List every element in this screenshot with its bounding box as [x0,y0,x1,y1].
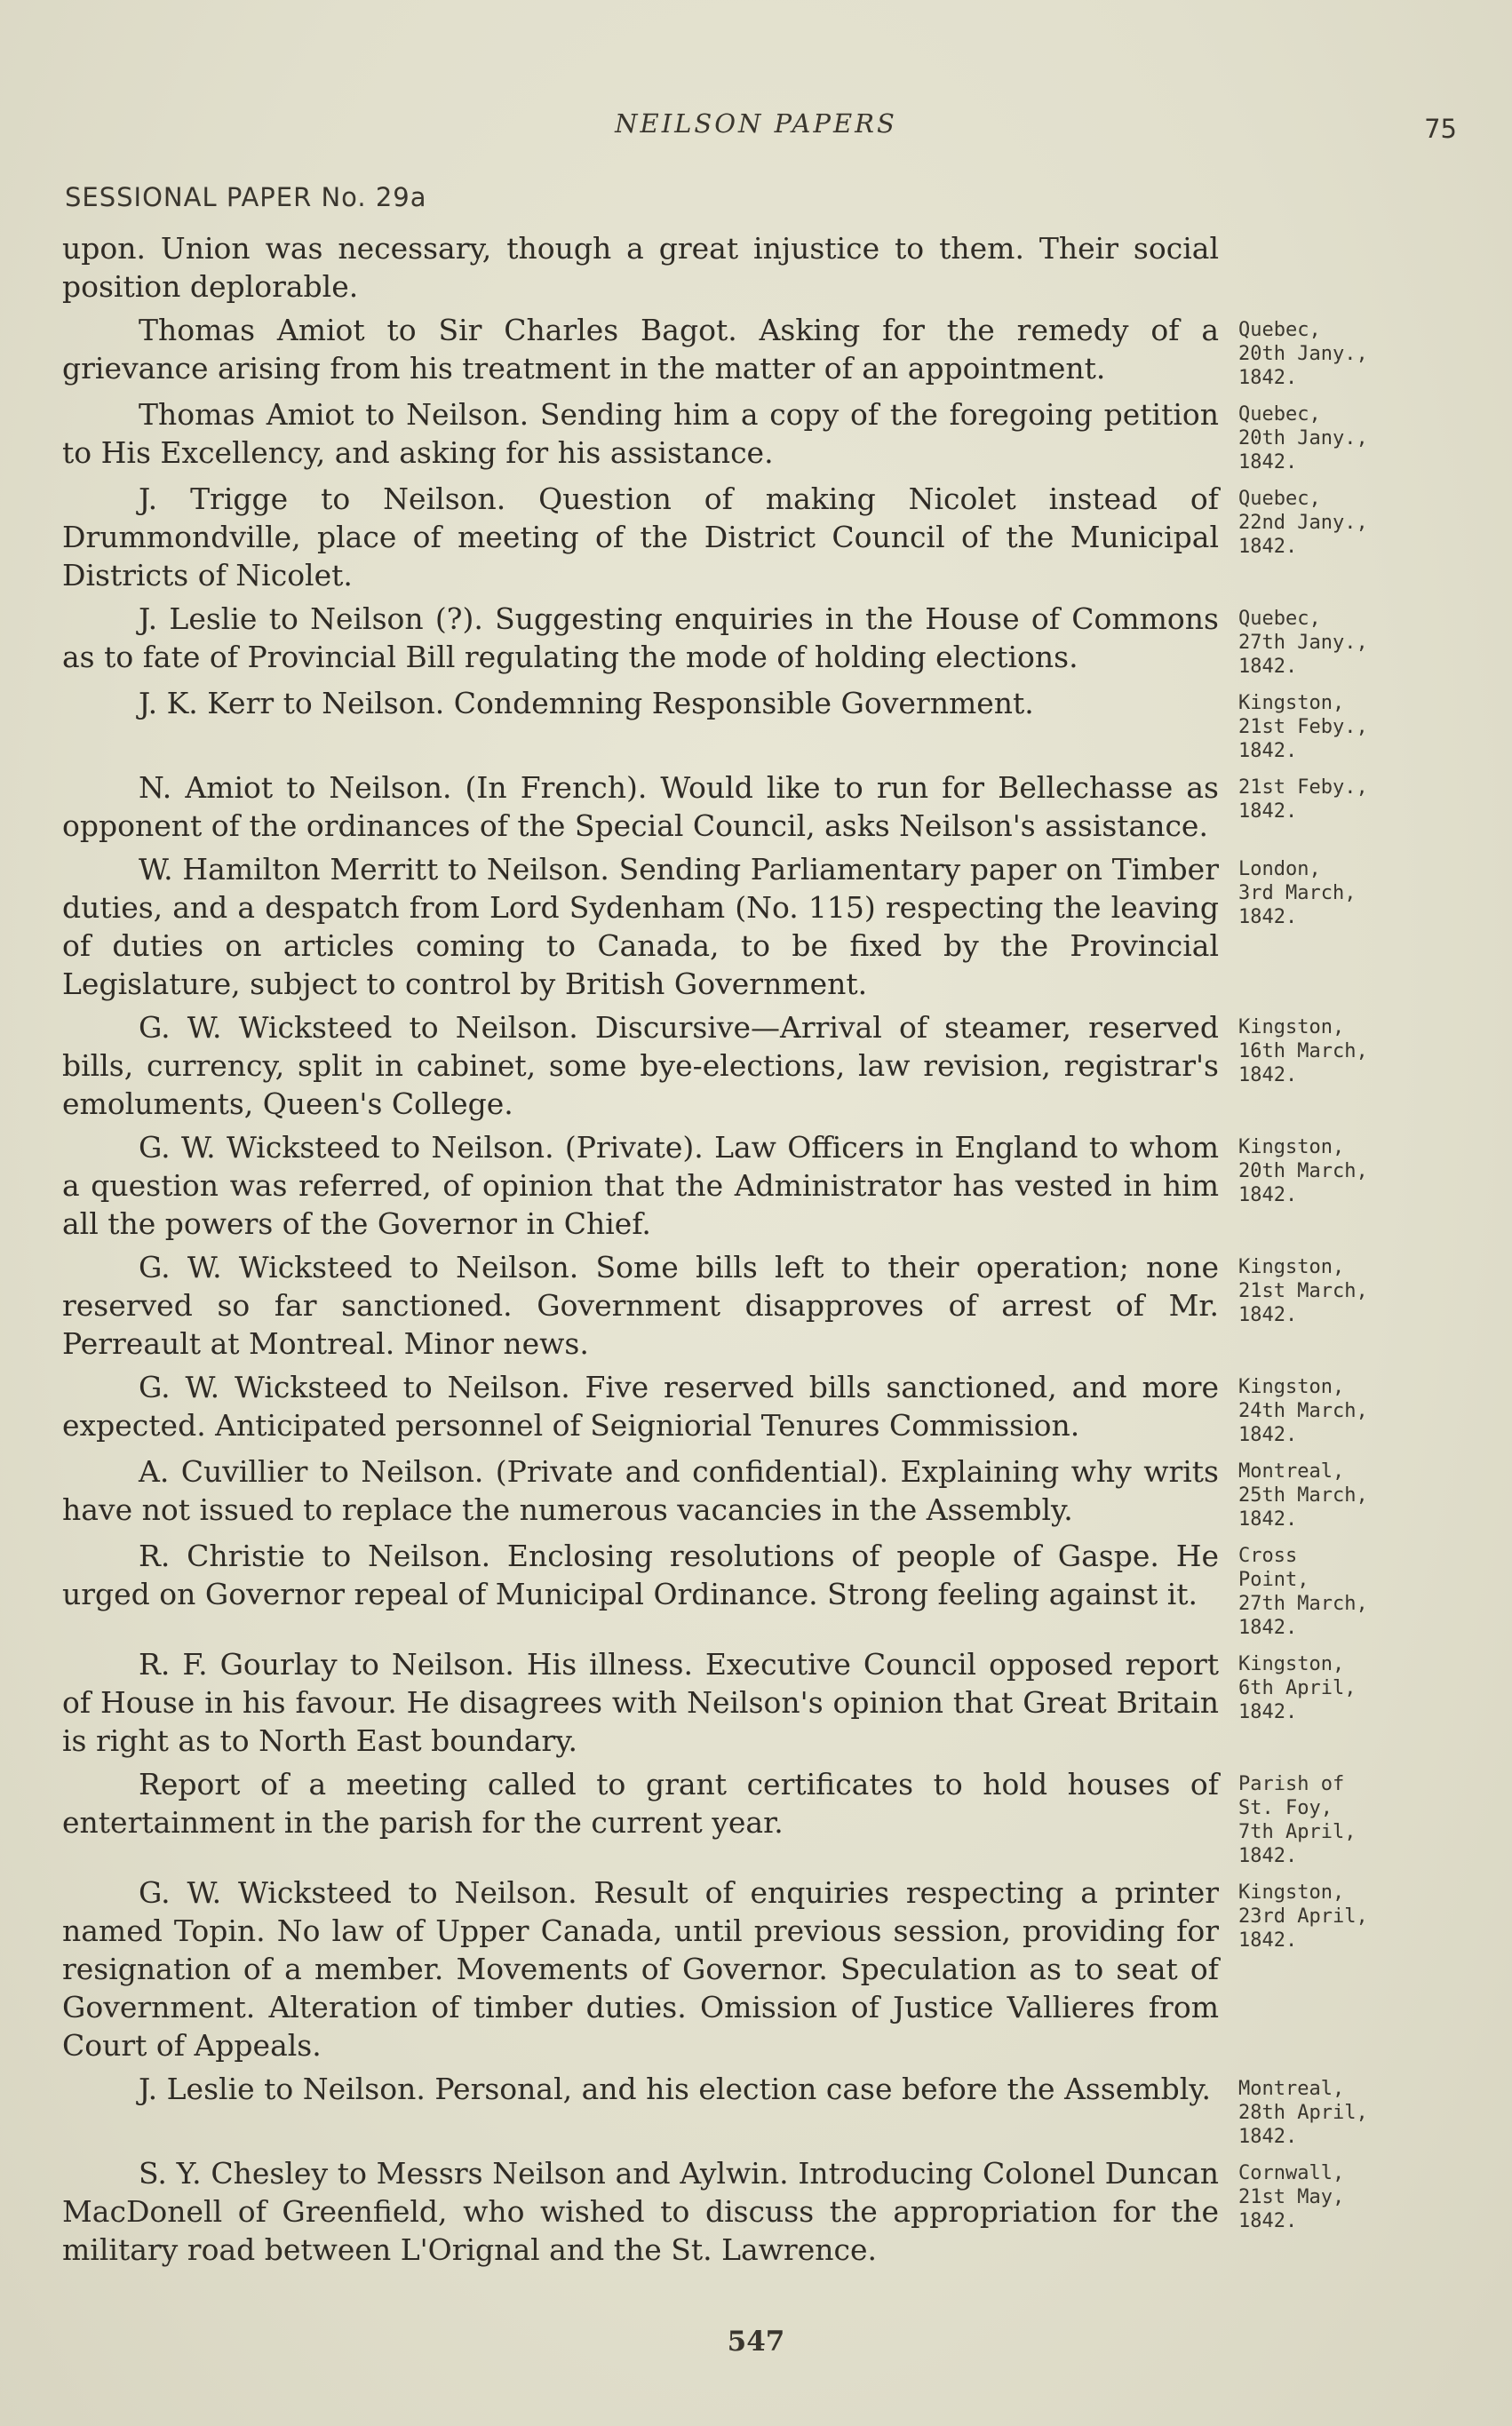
list-item [62,480,1484,594]
entry-date: Montreal, 25th March, 1842. [1238,1460,1368,1531]
entry-date: Cross Point, 27th March, 1842. [1238,1545,1368,1639]
entry-text: W. Hamilton Merritt to Neilson. Sending Parliamentary paper on Timber duties, and a despatch from Lord Sydenham (No. 115) respecting the leaving of duties on articles coming to Canada, to be fixed by the Provincial Legislature, subject to control by British Government. [62,852,1219,1001]
entry-text: J. Leslie to Neilson (?). Suggesting enquiries in the House of Commons as to fate of Provincial Bill regulating the mode of holding elections. [62,601,1219,674]
entry-date: Quebec, 27th Jany., 1842. [1238,608,1368,678]
entry-date [1238,229,1425,236]
entry-text: upon. Union was necessary, though a great injustice to them. Their social position deplorable. [62,231,1219,304]
list-item [62,684,1484,763]
entry-date: Kingston, 16th March, 1842. [1238,1016,1368,1086]
entry-text: Thomas Amiot to Neilson. Sending him a copy of the foregoing petition to His Excellency, and asking for his assistance. [62,397,1219,470]
list-item [62,768,1484,845]
list-item [62,395,1484,474]
list-item [62,1873,1484,2064]
entry-date: London, 3rd March, 1842. [1238,858,1357,928]
entry-date: Montreal, 28th April, 1842. [1238,2078,1368,2148]
list-item [62,1645,1484,1760]
running-title: NEILSON PAPERS [615,108,897,139]
entry-date: Kingston, 6th April, 1842. [1238,1653,1357,1723]
entry-text: A. Cuvillier to Neilson. (Private and confidential). Explaining why writs have not issued to replace the numerous vacancies in the Assembly. [62,1454,1219,1527]
sessional-paper-label: SESSIONAL PAPER No. 29a [65,182,427,212]
entry-text: J. Leslie to Neilson. Personal, and his election case before the Assembly. [139,2072,1212,2106]
list-item [62,2154,1484,2269]
entry-date: Parish of St. Foy, 7th April, 1842. [1238,1773,1357,1867]
entry-text: R. F. Gourlay to Neilson. His illness. Executive Council opposed report of House in his favour. He disagrees with Neilson's opinion that Great Britain is right as to North East boundary. [62,1647,1219,1758]
entry-text: J. K. Kerr to Neilson. Condemning Responsible Government. [139,686,1034,720]
list-item [62,1128,1484,1243]
entry-text: G. W. Wicksteed to Neilson. Result of enquiries respecting a printer named Topin. No law of Upper Canada, until previous session, providing for resignation of a member. Movements of Governor. Speculation as to seat of Government. Alteration of timber duties. Omission of Justice Vallieres from Court of Appeals. [62,1875,1219,2063]
entry-text: G. W. Wicksteed to Neilson. (Private). Law Officers in England to whom a question was referred, of opinion that the Administrator has vested in him all the powers of the Governor in Chief. [62,1130,1219,1241]
entry-text: N. Amiot to Neilson. (In French). Would like to run for Bellechasse as opponent of the ordinances of the Special Council, asks Neilson's assistance. [62,770,1219,843]
list-item [62,229,1484,306]
entry-date: Quebec, 20th Jany., 1842. [1238,403,1368,473]
entry-date: Kingston, 21st Feby., 1842. [1238,692,1368,762]
entry-date: Kingston, 20th March, 1842. [1238,1136,1368,1206]
page-number: 75 [1424,114,1457,144]
list-item [62,1537,1484,1640]
list-item [62,2070,1484,2149]
entry-date: Quebec, 22nd Jany., 1842. [1238,488,1368,558]
entry-date: Kingston, 24th March, 1842. [1238,1376,1368,1446]
entry-text: S. Y. Chesley to Messrs Neilson and Aylwin. Introducing Colonel Duncan MacDonell of Greenfield, who wished to discuss the appropriation for the military road between L'Orignal and the St. Lawrence. [62,2156,1219,2267]
list-item [62,1248,1484,1363]
list-item [62,1008,1484,1123]
entries-list [62,229,1484,2274]
list-item [62,1765,1484,1868]
entry-date: Kingston, 21st March, 1842. [1238,1256,1368,1326]
list-item [62,1452,1484,1531]
entry-text: G. W. Wicksteed to Neilson. Five reserved bills sanctioned, and more expected. Anticipated personnel of Seigniorial Tenures Commission. [62,1370,1219,1443]
entry-text: R. Christie to Neilson. Enclosing resolutions of people of Gaspe. He urged on Governor repeal of Municipal Ordinance. Strong feeling against it. [62,1539,1219,1611]
list-item [62,311,1484,390]
entry-date: Kingston, 23rd April, 1842. [1238,1881,1368,1952]
entry-date: 21st Feby., 1842. [1238,776,1368,823]
entry-text: J. Trigge to Neilson. Question of making Nicolet instead of Drummondville, place of meeting of the District Council of the Municipal Districts of Nicolet. [62,481,1219,593]
entry-text: Thomas Amiot to Sir Charles Bagot. Asking for the remedy of a grievance arising from his treatment in the matter of an appointment. [62,313,1219,386]
list-item [62,600,1484,679]
entry-text: Report of a meeting called to grant certificates to hold houses of entertainment in the parish for the current year. [62,1767,1219,1840]
entry-text: G. W. Wicksteed to Neilson. Some bills left to their operation; none reserved so far sanctioned. Government disapproves of arrest of Mr. Perreault at Montreal. Minor news. [62,1250,1219,1361]
entry-date: Cornwall, 21st May, 1842. [1238,2162,1345,2232]
entry-date: Quebec, 20th Jany., 1842. [1238,319,1368,389]
entry-text: G. W. Wicksteed to Neilson. Discursive—Arrival of steamer, reserved bills, currency, split in cabinet, some bye-elections, law revision, registrar's emoluments, Queen's College. [62,1010,1219,1121]
list-item [62,1368,1484,1447]
footer-page-number: 547 [727,2326,785,2358]
list-item [62,850,1484,1003]
